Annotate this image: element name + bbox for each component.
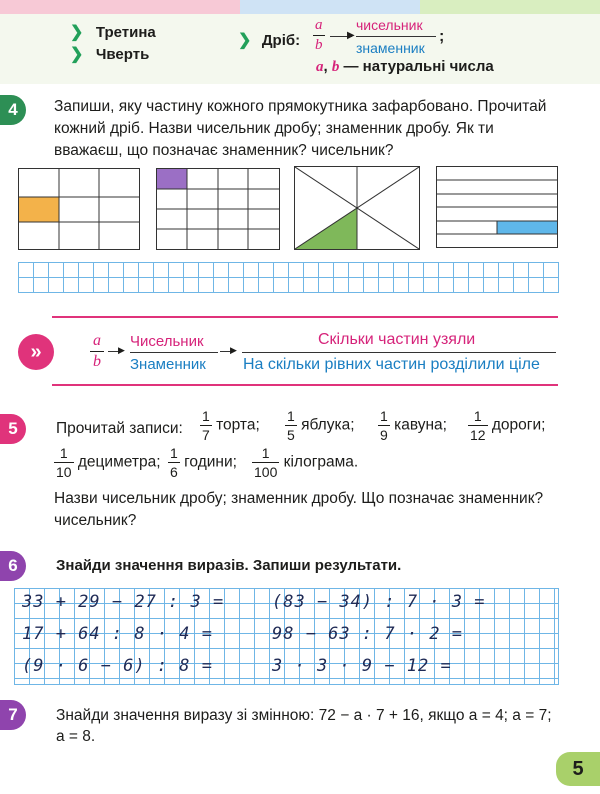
expression-right-2: 98 − 63 : 7 · 2 = bbox=[272, 624, 463, 644]
natural-numbers-note: a, b — натуральні числа bbox=[316, 58, 494, 75]
chevron-right-icon: ❯ bbox=[238, 32, 252, 49]
semicolon: ; bbox=[439, 28, 445, 45]
rule-denominator-meaning: На скільки рівних частин розділили ціле bbox=[243, 356, 540, 373]
task5-item-kilogram: $\frac{1}{100}$ кілограма. bbox=[254, 445, 359, 480]
ref-item-quarter: ❯ Чверть bbox=[70, 46, 150, 63]
top-color-stripe bbox=[0, 0, 600, 14]
rect-green bbox=[294, 166, 420, 250]
expression-right-3: 3 · 3 · 9 − 12 = bbox=[272, 656, 452, 676]
task-number-6: 6 bbox=[0, 551, 26, 581]
page-number: 5 bbox=[556, 752, 600, 786]
expression-left-3: (9 · 6 − 6) : 8 = bbox=[22, 656, 213, 676]
shaded-part bbox=[157, 169, 187, 189]
drib-fraction: $\frac{a}{b}$ bbox=[315, 17, 323, 53]
task5-intro: Прочитай записи: bbox=[56, 420, 183, 437]
rule-fraction-line bbox=[130, 352, 218, 353]
rule-bottom-line bbox=[52, 384, 558, 386]
task5-question: Назви чисельник дробу; знаменник дробу. Що позначає знаменник? чисельник? bbox=[54, 490, 544, 529]
shaded-part bbox=[19, 197, 59, 222]
task-number-7: 7 bbox=[0, 700, 26, 730]
rule-top-line bbox=[52, 316, 558, 318]
chevron-right-icon: ❯ bbox=[70, 46, 84, 63]
ref-item-third: ❯ Третина bbox=[70, 24, 156, 41]
arrow-icon: ▶ bbox=[230, 345, 237, 355]
fraction-line bbox=[356, 36, 436, 37]
expression-left-2: 17 + 64 : 8 · 4 = bbox=[22, 624, 213, 644]
rule-meaning-line bbox=[242, 352, 556, 353]
shaded-part bbox=[497, 221, 557, 234]
task7-line1: Знайди значення виразу зі змінною: 72 − a · 7 + 16, якщо a = 4; a = 7; bbox=[56, 707, 552, 724]
arrow-icon: ▶ bbox=[347, 30, 355, 41]
task5-item-road: $\frac{1}{12}$ дороги; bbox=[470, 408, 546, 443]
task6-text: Знайди значення виразів. Запиши результати. bbox=[56, 557, 402, 574]
task7-line2: a = 8. bbox=[56, 728, 96, 745]
task5-item-apple: $\frac{1}{5}$ яблука; bbox=[287, 408, 355, 443]
task-number-5: 5 bbox=[0, 414, 26, 444]
task5-item-watermelon: $\frac{1}{9}$ кавуна; bbox=[380, 408, 447, 443]
drib-definition: ❯ Дріб: bbox=[238, 32, 301, 49]
expression-left-1: 33 + 29 − 27 : 3 = bbox=[22, 592, 225, 612]
rect-blue bbox=[436, 166, 558, 248]
task5-item-hour: $\frac{1}{6}$ години; bbox=[170, 445, 237, 480]
writing-grid bbox=[18, 262, 559, 293]
task-number-4: 4 bbox=[0, 95, 26, 125]
rect-orange bbox=[18, 168, 140, 250]
rule-fraction: $\frac{a}{b}$ bbox=[90, 333, 104, 370]
numerator-label: чисельник bbox=[356, 17, 423, 33]
task5-item-decimeter: $\frac{1}{10}$ дециметра; bbox=[56, 445, 161, 480]
rule-numerator-label: Чисельник bbox=[130, 333, 204, 350]
task5-item-cake: $\frac{1}{7}$ торта; bbox=[202, 408, 260, 443]
rule-numerator-meaning: Скільки частин узяли bbox=[318, 331, 476, 348]
task4-text: Запиши, яку частину кожного прямокутника зафарбовано. Прочитай кожний дріб. Назви чисельник дробу; знаменник дробу. Як ти вважаєш, що позначає знаменник? чисельник? bbox=[54, 98, 547, 159]
double-chevron-icon: » bbox=[18, 334, 54, 370]
rule-denominator-label: Знаменник bbox=[130, 356, 206, 373]
denominator-label: знаменник bbox=[356, 40, 425, 56]
rect-purple bbox=[156, 168, 280, 250]
arrow-icon: ▶ bbox=[118, 345, 125, 355]
chevron-right-icon: ❯ bbox=[70, 24, 84, 41]
expression-right-1: (83 − 34) : 7 · 3 = bbox=[272, 592, 486, 612]
